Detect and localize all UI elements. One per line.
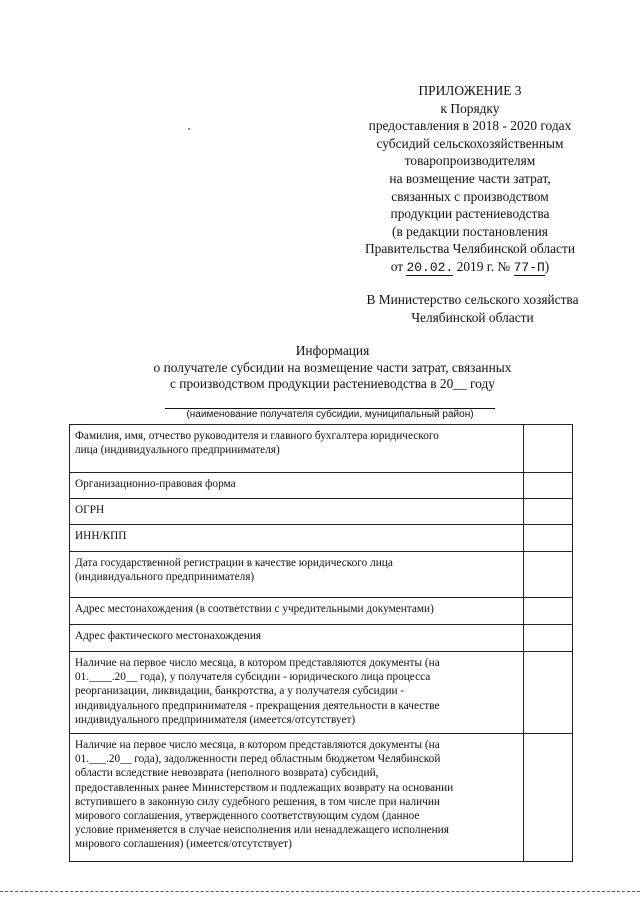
title-line: с производством продукции растениеводства в 20__ году	[170, 376, 495, 391]
row-label-line: предоставленных ранее Министерством и подлежащих возврату на основании	[75, 781, 454, 794]
table-row	[70, 425, 573, 473]
row-label-line: лица (индивидуального предпринимателя)	[75, 444, 280, 457]
row-label-line: Дата государственной регистрации в качестве юридического лица	[75, 557, 393, 569]
row-label-line: реорганизации, ликвидации, банкротства, а у получателя субсидии -	[75, 685, 405, 698]
title-line: о получателе субсидии на возмещение части затрат, связанных	[153, 359, 512, 375]
row-label-line: условие применяется в случае неисполнения или ненадлежащего исполнения	[75, 824, 449, 837]
table-row	[70, 552, 573, 598]
row-label-line: ОГРН	[75, 504, 105, 516]
row-label-line: ИНН/КПП	[75, 530, 127, 542]
row-value-cell[interactable]	[524, 625, 573, 652]
row-label-line: вступившего в законную силу судебного решения, в том числе при наличии	[75, 795, 440, 808]
scan-speck	[188, 128, 190, 130]
row-value-cell[interactable]	[524, 734, 573, 862]
row-label-line: области вследствие невозврата (неполного возврата) субсидий,	[75, 767, 379, 780]
recipient-caption: (наименование получателя субсидии, муниципальный район)	[186, 409, 474, 420]
row-value-cell[interactable]	[524, 499, 573, 525]
appendix-line: (в редакции постановления	[392, 223, 548, 239]
row-value-cell[interactable]	[524, 425, 573, 473]
table-row	[70, 473, 573, 499]
appendix-line: к Порядку	[440, 100, 500, 116]
row-label-line: мирового соглашения, утвержденного соответствующим судом (данное	[75, 810, 420, 823]
row-label-line: индивидуального предпринимателя - прекращения деятельности в качестве	[75, 699, 440, 712]
appendix-line: предоставления в 2018 - 2020 годах	[368, 118, 572, 134]
row-value-cell[interactable]	[524, 473, 573, 499]
document-title	[80, 343, 585, 393]
appendix-line: товаропроизводителям	[404, 153, 536, 169]
row-label-line: Организационно-правовая форма	[75, 478, 236, 490]
appendix-line: ПРИЛОЖЕНИЕ 3	[418, 83, 522, 98]
row-label-line: Адрес фактического местонахождения	[75, 630, 262, 642]
appendix-line: Правительства Челябинской области	[365, 241, 575, 257]
table-row	[70, 499, 573, 525]
row-label-line: Адрес местонахождения (в соответствии с учредительными документами)	[75, 603, 434, 615]
date-year: 2019 г. №	[456, 258, 511, 274]
handwritten-number: 77-П	[513, 259, 545, 275]
row-label	[70, 473, 524, 499]
row-label	[70, 425, 524, 473]
appendix-line: продукции растениеводства	[390, 206, 550, 222]
addressee-line: В Министерство сельского хозяйства	[366, 292, 579, 307]
scan-edge-line	[0, 891, 640, 892]
addressee-block	[340, 291, 605, 326]
row-label-line: мирового соглашения) (имеется/отсутствует)	[75, 838, 292, 851]
resolution-date-line	[340, 258, 600, 277]
row-label-line: Наличие на первое число месяца, в котором представляются документы (на	[75, 739, 440, 751]
appendix-header	[340, 82, 600, 277]
row-value-cell[interactable]	[524, 652, 573, 734]
row-label-line: (индивидуального предпринимателя)	[75, 571, 255, 584]
row-value-cell[interactable]	[524, 598, 573, 625]
table-row	[70, 734, 573, 862]
row-label	[70, 625, 524, 652]
appendix-line: на возмещение части затрат,	[389, 170, 551, 186]
row-label-line: Наличие на первое число месяца, в котором представляются документы (на	[75, 657, 440, 669]
row-label-line: индивидуального предпринимателя (имеется/отсутствует)	[75, 713, 356, 726]
row-label	[70, 652, 524, 734]
row-value-cell[interactable]	[524, 552, 573, 598]
row-label-line: Фамилия, имя, отчество руководителя и главного бухгалтера юридического	[75, 430, 439, 442]
row-label-line: 01.____.20__ года), у получателя субсидии - юридического лица процесса	[75, 671, 431, 684]
table-row	[70, 625, 573, 652]
row-label	[70, 499, 524, 525]
row-label	[70, 734, 524, 862]
title-heading: Информация	[295, 343, 370, 358]
date-prefix: от	[390, 258, 404, 274]
appendix-line: субсидий сельскохозяйственным	[376, 135, 564, 151]
row-value-cell[interactable]	[524, 525, 573, 552]
appendix-line: связанных с производством	[391, 188, 549, 204]
table-row	[70, 598, 573, 625]
addressee-line: Челябинской области	[411, 309, 534, 325]
row-label	[70, 598, 524, 625]
row-label	[70, 525, 524, 552]
table-row	[70, 525, 573, 552]
table-row	[70, 652, 573, 734]
row-label	[70, 552, 524, 598]
date-suffix: )	[544, 258, 550, 274]
row-label-line: 01.___.20__ года), задолженности перед областным бюджетом Челябинской	[75, 753, 441, 766]
info-table	[69, 424, 573, 862]
handwritten-date: 20.02.	[406, 259, 454, 275]
